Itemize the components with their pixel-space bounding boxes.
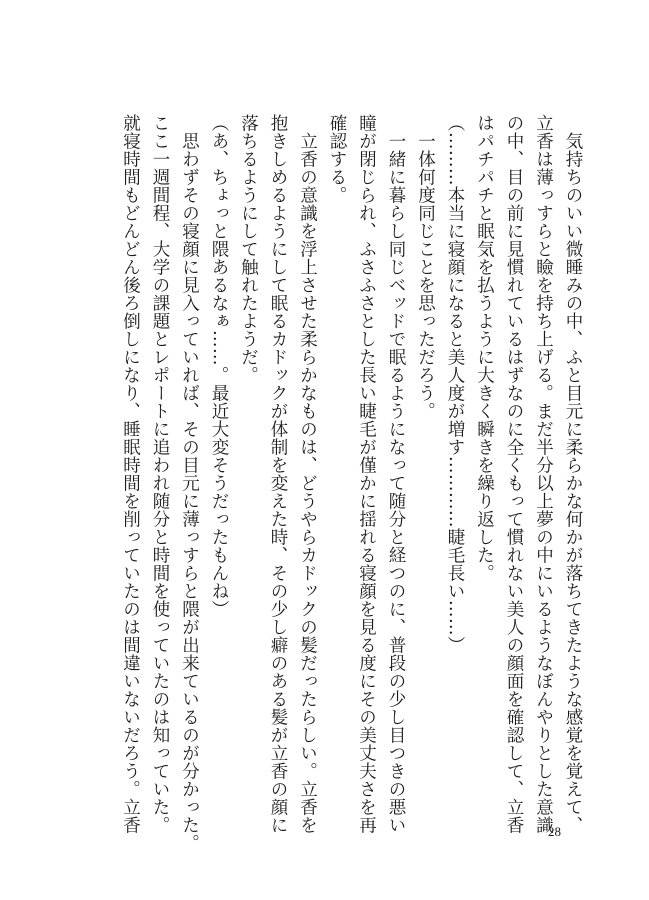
text-line: （あ、ちょっと隈あるなぁ……。最近大変そうだったもんね） <box>209 114 229 618</box>
text-line: 落ちるようにして触れたようだ。 <box>238 114 259 384</box>
text-line: はパチパチと眠気を払うように大きく瞬きを繰り返した。 <box>474 114 495 582</box>
text-line: 思わずその寝顔に見入っていれば、その目元に薄っすらと隈が出来ているのが分かった。 <box>179 114 200 852</box>
text-line: 立香の意識を浮上させた柔らかなものは、どうやらカドックの髪だったらしい。立香を <box>297 114 318 834</box>
text-line: の中、目の前に見慣れているはずなのに全くもって慣れない美人の顔面を確認して、立香 <box>504 114 524 834</box>
text-line: 一緒に暮らし同じベッドで眠るようになって随分と経つのに、普段の少し目つきの悪い <box>386 114 406 834</box>
text-line: 立香は薄っすらと瞼を持ち上げる。まだ半分以上夢の中にいるようなぼんやりとした意識 <box>533 114 554 834</box>
text-line: （………本当に寝顔になると美人度が増す…………睫毛長い……） <box>445 114 465 654</box>
text-line: 確認する。 <box>327 114 347 204</box>
page-number: 28 <box>548 824 561 839</box>
text-line: ここ一週間程、大学の課題とレポートに追われ随分と時間を使っていたのは知っていた。 <box>150 114 170 834</box>
text-line: 抱きしめるようにして眠るカドックが体制を変えた時、その少し癖のある髪が立香の顔に <box>268 114 288 834</box>
text-line: 瞳が閉じられ、ふさふさとした長い睫毛が僅かに揺れる寝顔を見る度にその美丈夫さを再 <box>356 114 377 834</box>
text-line: 一体何度同じことを思っただろう。 <box>415 114 436 420</box>
text-line: 就寝時間もどんどん後ろ倒しになり、睡眠時間を削っていたのは間違いないだろう。立香 <box>120 114 141 834</box>
text-line: 気持ちのいい微睡みの中、ふと目元に柔らかな何かが落ちてきたような感覚を覚えて、 <box>563 114 583 834</box>
